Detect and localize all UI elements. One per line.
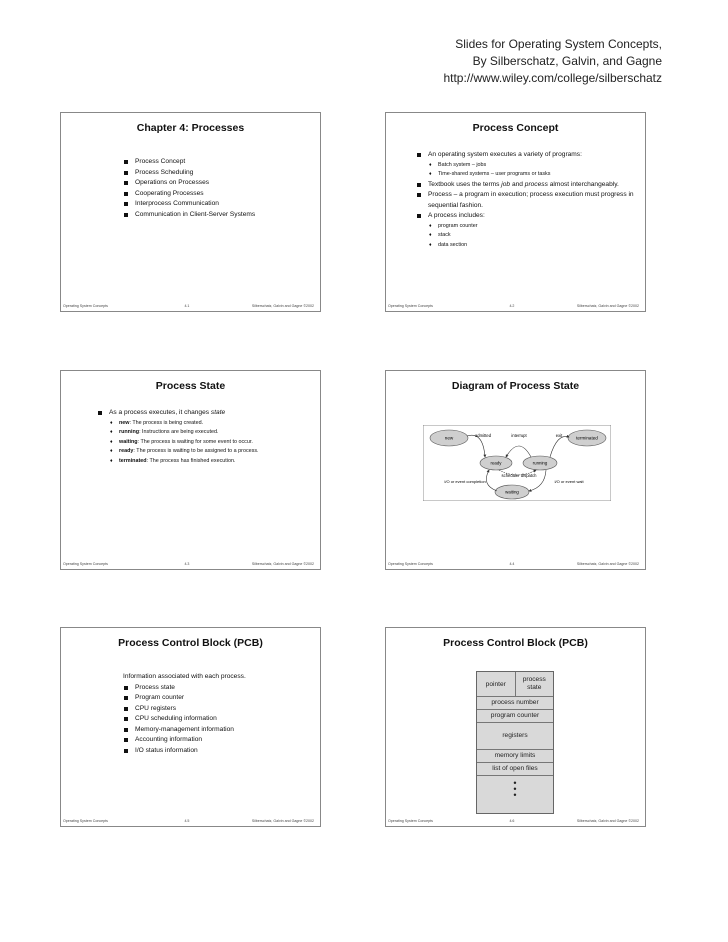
list-item: CPU scheduling information	[123, 714, 246, 725]
slide-footer	[388, 558, 641, 566]
list-item: An operating system executes a variety of programs: ♦ Batch system – jobs ♦ Time-shared systems – user programs or tasks	[416, 150, 638, 180]
list-item: Process state	[123, 683, 246, 694]
label-running: running	[532, 460, 548, 466]
footer-left: Operating System Concepts	[63, 819, 108, 823]
header-line-2: By Silberschatz, Galvin, and Gagne	[472, 54, 662, 68]
header-line-3: http://www.wiley.com/college/silberschatz	[443, 71, 662, 85]
list-item: Memory-management information	[123, 725, 246, 736]
list-item: Cooperating Processes	[123, 189, 255, 200]
slide-content	[97, 408, 317, 466]
label-waiting: waiting	[505, 489, 519, 495]
label-admitted: admitted	[474, 433, 492, 438]
label-ready: ready	[490, 460, 502, 466]
footer-right: Silberschatz, Galvin and Gagne ©2002	[251, 304, 314, 308]
list-item: Process Scheduling	[123, 168, 255, 179]
list-item: Program counter	[123, 693, 246, 704]
pcb-process-state: process state	[515, 672, 554, 696]
sub-item: ♦ program counter	[428, 222, 638, 232]
sub-item: ♦ Batch system – jobs	[428, 161, 638, 171]
slide-content	[123, 157, 255, 220]
label-io-completion: I/O or event completion	[444, 479, 486, 484]
slide-content	[416, 150, 638, 250]
list-item: Accounting information	[123, 735, 246, 746]
footer-left: Operating System Concepts	[63, 562, 108, 566]
label-terminated: terminated	[576, 435, 598, 441]
list-item: Operations on Processes	[123, 178, 255, 189]
slide-number: 4.6	[509, 819, 515, 823]
slide-4-3	[60, 370, 321, 570]
state-item: ♦ new: The process is being created.	[109, 419, 317, 429]
list-item: Communication in Client-Server Systems	[123, 210, 255, 221]
slide-title: Process State	[155, 380, 226, 392]
list-item: Interprocess Communication	[123, 199, 255, 210]
sub-item: ♦ stack	[428, 231, 638, 241]
state-item: ♦ terminated: The process has finished execution.	[109, 457, 317, 467]
slide-number: 4.1	[184, 304, 190, 308]
pcb-diagram	[476, 671, 554, 814]
slide-title: Process Control Block (PCB)	[118, 637, 263, 649]
pcb-intro: Information associated with each process.	[123, 673, 246, 680]
slide-4-1	[60, 112, 321, 312]
slide-footer	[63, 558, 316, 566]
state-item: ♦ waiting: The process is waiting for some event to occur.	[109, 438, 317, 448]
label-new: new	[444, 435, 454, 441]
list-item: I/O status information	[123, 746, 246, 757]
label-interrupt: interrupt	[511, 433, 527, 438]
slide-number: 4.3	[184, 562, 190, 566]
footer-left: Operating System Concepts	[63, 304, 108, 308]
sub-item: ♦ Time-shared systems – user programs or tasks	[428, 170, 638, 180]
slide-content	[123, 672, 246, 756]
slide-number: 4.4	[509, 562, 515, 566]
slide-number: 4.5	[184, 819, 190, 823]
pcb-pointer: pointer	[477, 672, 515, 696]
pcb-program-counter: program counter	[477, 709, 553, 722]
slide-footer	[388, 300, 641, 308]
slide-footer	[63, 815, 316, 823]
footer-right: Silberschatz, Galvin and Gagne ©2002	[576, 562, 639, 566]
label-exit: exit	[555, 433, 563, 438]
state-item: ♦ ready: The process is waiting to be assigned to a process.	[109, 447, 317, 457]
slide-title: Process Control Block (PCB)	[443, 637, 588, 649]
header-line-1: Slides for Operating System Concepts,	[455, 37, 662, 51]
list-item: As a process executes, it changes state ♦ new: The process is being created. ♦ running: Instructions are being executed. ♦ waiting: The process is waiting for some event to occur. ♦ ready: The process is waiting to be assigned to a process. ♦ terminated: The process has finished execution.	[97, 408, 317, 466]
slide-4-4	[385, 370, 646, 570]
pcb-process-number: process number	[477, 696, 553, 709]
label-io-wait: I/O or event wait	[554, 479, 584, 484]
slide-4-5	[60, 627, 321, 827]
footer-right: Silberschatz, Galvin and Gagne ©2002	[251, 819, 314, 823]
slide-title: Chapter 4: Processes	[136, 122, 245, 134]
slide-footer	[388, 815, 641, 823]
list-item: Process Concept	[123, 157, 255, 168]
state-item: ♦ running: Instructions are being executed.	[109, 428, 317, 438]
sub-item: ♦ data section	[428, 241, 638, 251]
footer-right: Silberschatz, Galvin and Gagne ©2002	[576, 819, 639, 823]
slide-title: Diagram of Process State	[451, 380, 580, 392]
footer-right: Silberschatz, Galvin and Gagne ©2002	[576, 304, 639, 308]
footer-left: Operating System Concepts	[388, 304, 433, 308]
slide-4-6	[385, 627, 646, 827]
slide-footer	[63, 300, 316, 308]
footer-left: Operating System Concepts	[388, 819, 433, 823]
footer-right: Silberschatz, Galvin and Gagne ©2002	[251, 562, 314, 566]
pcb-more-dots: • • •	[477, 775, 553, 813]
slide-4-2	[385, 112, 646, 312]
slide-number: 4.2	[509, 304, 515, 308]
pcb-open-files: list of open files	[477, 762, 553, 775]
document-header	[342, 36, 662, 87]
list-item: CPU registers	[123, 704, 246, 715]
list-item: Textbook uses the terms job and process almost interchangeably.	[416, 180, 638, 191]
pcb-top-row	[477, 672, 553, 696]
slide-title: Process Concept	[472, 122, 559, 134]
list-item: Process – a program in execution; process execution must progress in sequential fashion.	[416, 190, 638, 211]
label-scheduler-dispatch: scheduler dispatch	[501, 473, 537, 478]
pcb-registers: registers	[477, 722, 553, 749]
list-item: A process includes: ♦ program counter ♦ stack ♦ data section	[416, 211, 638, 250]
pcb-memory-limits: memory limits	[477, 749, 553, 762]
footer-left: Operating System Concepts	[388, 562, 433, 566]
process-state-diagram	[423, 425, 611, 501]
